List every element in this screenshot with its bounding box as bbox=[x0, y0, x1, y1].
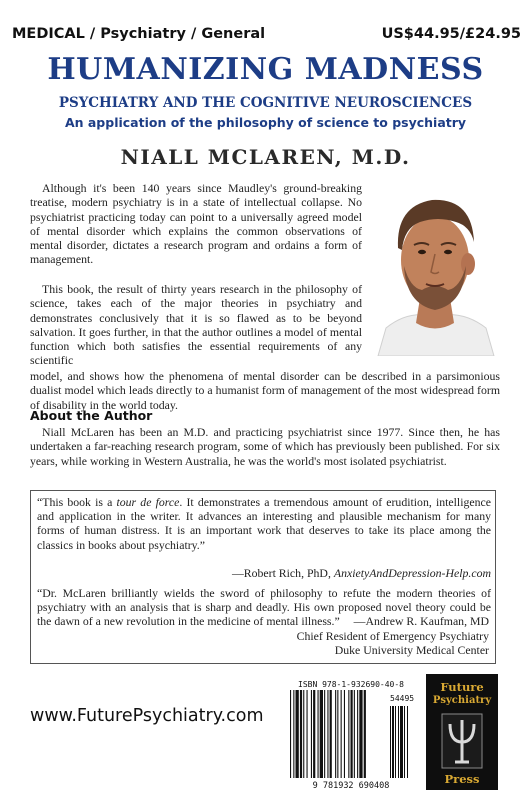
price-code-bar bbox=[395, 706, 396, 778]
barcode-bar bbox=[344, 690, 345, 778]
price-code-bar bbox=[390, 706, 391, 778]
logo-line-2: Psychiatry bbox=[432, 695, 492, 706]
price-code-bar bbox=[398, 706, 399, 778]
barcode-bar bbox=[327, 690, 328, 778]
logo-line-1: Future bbox=[440, 680, 484, 694]
isbn-number: ISBN 978-1-932690-40-8 bbox=[298, 680, 404, 689]
publisher-logo bbox=[426, 674, 498, 790]
barcode-bar bbox=[293, 690, 294, 778]
about-author-heading: About the Author bbox=[30, 408, 153, 423]
publisher-website: www.FuturePsychiatry.com bbox=[30, 706, 264, 726]
price-label: US$44.95/£24.95 bbox=[381, 26, 521, 42]
barcode-bar bbox=[351, 690, 353, 778]
psi-emblem-icon bbox=[440, 712, 484, 770]
barcode-price-code: 54495 bbox=[390, 694, 415, 703]
description-paragraph-2: This book, the result of thirty years research in the philosophy of science, takes each of the major theories in psychiatry and demonstrates conclusively that it is so flawed as to be beyond salvation. It goes further, in that the author outlines a model of mental function which both satisfies the essential requirements of any scientific bbox=[30, 282, 362, 368]
price-code-bar bbox=[404, 706, 405, 778]
review-quotes-box bbox=[30, 490, 496, 664]
barcode-bar bbox=[354, 690, 355, 778]
barcode-bar bbox=[303, 690, 304, 778]
barcode-bar bbox=[318, 690, 319, 778]
book-title: HUMANIZING MADNESS bbox=[47, 52, 484, 87]
book-tagline: An application of the philosophy of science to psychiatry bbox=[64, 115, 467, 130]
barcode-digits: 9 781932 690408 bbox=[312, 781, 390, 791]
barcode-block bbox=[284, 672, 418, 792]
about-author-text: Niall McLaren has been an M.D. and practicing psychiatrist since 1977. Since then, he has undertaken a far-reaching research program, some of which has previously been published. For six years, while working in Western Australia, he was the world's most isolated psychiatrist. bbox=[30, 425, 500, 468]
barcode-bar bbox=[337, 690, 338, 778]
barcode-bar bbox=[348, 690, 349, 778]
barcode-bar bbox=[335, 690, 336, 778]
barcode-bar bbox=[300, 690, 302, 778]
review-quote-2-attribution-name: —Andrew R. Kaufman, MD bbox=[353, 614, 489, 628]
price-code-bar bbox=[407, 706, 408, 778]
barcode-bar bbox=[341, 690, 342, 778]
logo-line-3: Press bbox=[444, 772, 480, 786]
barcode-bar bbox=[359, 690, 362, 778]
author-name: NIALL MCLAREN, M.D. bbox=[120, 145, 411, 169]
barcode-bar bbox=[313, 690, 315, 778]
barcode-bar bbox=[324, 690, 325, 778]
review-quote-2: “Dr. McLaren brilliantly wields the sword of philosophy to refute the modern theories of psychiatry with an analysis that is sharp and deadly. His own proposed novel theory could be the dawn of a new revolution in the medicine of mental illness.” bbox=[37, 586, 491, 629]
price-code-bar bbox=[392, 706, 394, 778]
review-quote-1-attribution: —Robert Rich, PhD, AnxietyAndDepression-Help.com bbox=[231, 566, 491, 580]
barcode-bar bbox=[330, 690, 332, 778]
price-code-bar bbox=[400, 706, 403, 778]
book-subtitle: PSYCHIATRY AND THE COGNITIVE NEUROSCIENCES bbox=[58, 95, 473, 111]
review-quote-2-attribution-role: Chief Resident of Emergency Psychiatry bbox=[296, 629, 489, 643]
review-quote-2-attribution-org: Duke University Medical Center bbox=[334, 643, 489, 657]
barcode-bar bbox=[290, 690, 291, 778]
review-quote-1: “This book is a tour de force. It demonstrates a tremendous amount of erudition, intelligence and application in the writer. It advances an interesting and plausible mechanism for many forms of human distress. It is an important work that deserves to take its place among the classics in books about psychiatry.” bbox=[37, 495, 491, 552]
barcode-bar bbox=[357, 690, 358, 778]
isbn-barcode bbox=[284, 672, 418, 792]
description-paragraph-1: Although it's been 140 years since Maudley's ground-breaking treatise, modern psychiatry is in a state of intellectual collapse. No psychiatrist practicing today can point to a universally agreed model of mental disorder which explains the common observations of mental disorder, dictates a research program and ordains a form of management. bbox=[30, 181, 362, 267]
author-photo bbox=[368, 178, 502, 356]
description-paragraph-2-continued: model, and shows how the phenomena of mental disorder can be described in a parsimonious dualist model which leads directly to a humanist form of management of the most widespread form of disability in the world today. bbox=[30, 369, 500, 412]
barcode-bar bbox=[364, 690, 366, 778]
barcode-bar bbox=[320, 690, 323, 778]
category-label: MEDICAL / Psychiatry / General bbox=[12, 26, 266, 42]
barcode-bar bbox=[296, 690, 299, 778]
barcode-bar bbox=[311, 690, 312, 778]
barcode-bar bbox=[307, 690, 308, 778]
